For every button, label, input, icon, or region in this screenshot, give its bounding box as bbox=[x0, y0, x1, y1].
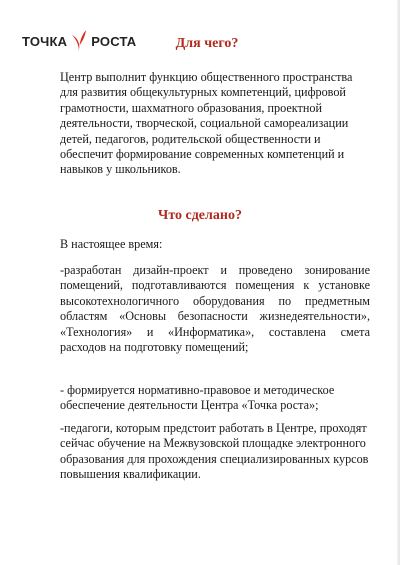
list-item: - формируется нормативно-правовое и методическое обеспечение деятельности Центра «Точка роста»; bbox=[60, 383, 335, 413]
done-heading: Что сделано? bbox=[158, 208, 242, 223]
now-label: В настоящее время: bbox=[60, 237, 163, 251]
logo-left-text: ТОЧКА bbox=[22, 33, 68, 49]
purpose-heading: Для чего? bbox=[175, 36, 239, 51]
list-item: -разработан дизайн-проект и проведено зонирование помещений, подготавливаются помещения к установке высокотехнологичного оборудования по предметным областям «Основы безопасности жизнедеятельности», «Технология» и «Информатика», составлена смета расходов на подготовку помещений; bbox=[60, 263, 370, 355]
logo-right-text: РОСТА bbox=[91, 33, 137, 49]
list-item: -педагоги, которым предстоит работать в Центре, проходят сейчас обучение на Межвузовской площадке электронного образования для прохождения специализированных курсов повышения квалификации. bbox=[60, 421, 369, 482]
purpose-paragraph: Центр выполнит функцию общественного пространства для развития общекультурных компетенций, цифровой грамотности, шахматного образования, проектной деятельности, творческой, социальной самореализации детей, педагогов, родительской общественности и обеспечит формирование современных компетенций и навыков у школьников. bbox=[60, 70, 353, 177]
